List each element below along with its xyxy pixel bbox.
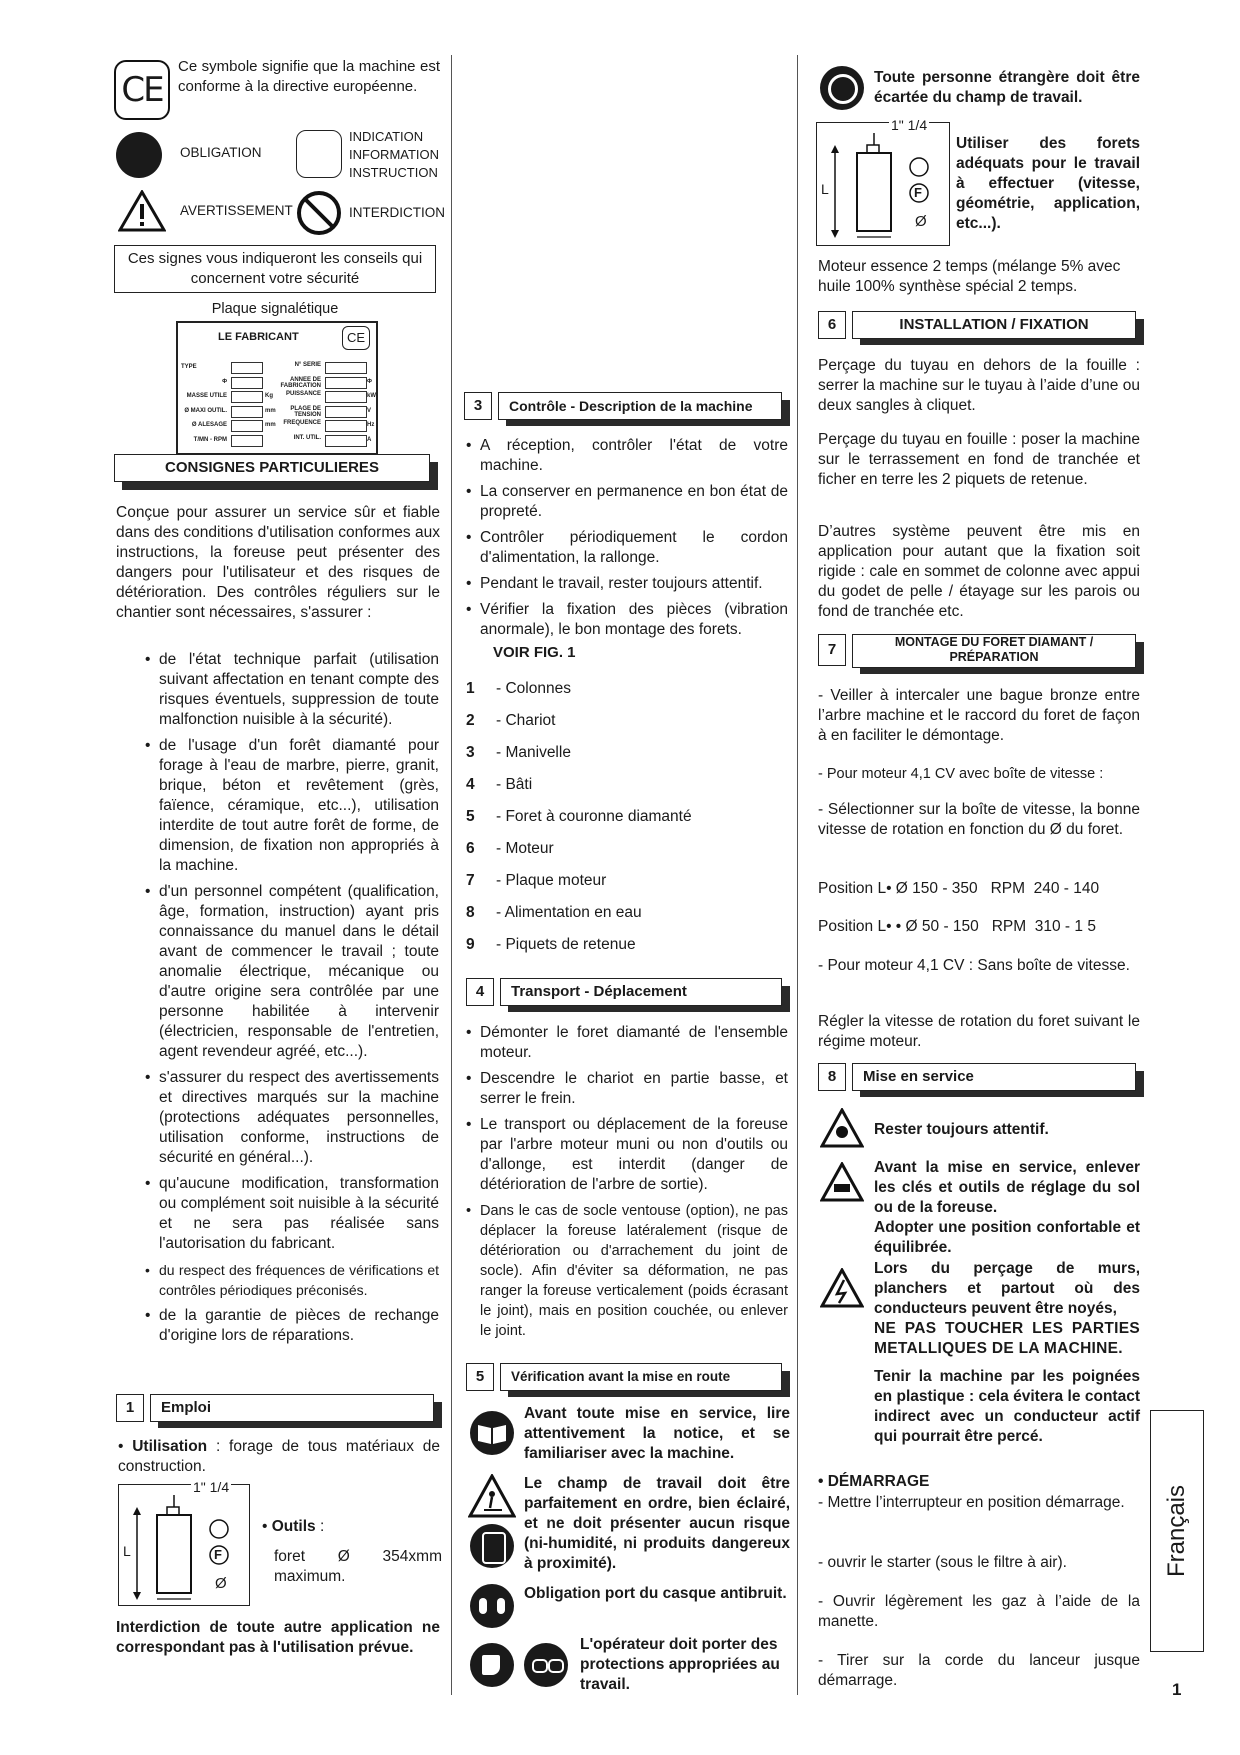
plate-caption: Plaque signalétique [211,301,339,317]
section-number: 6 [818,311,846,339]
field-text: Le champ de travail doit être parfaitement en ordre, bien éclairé, et ne doit présenter aucun risque (ni-humidité, ni produits dangereux à proximité). [524,1475,790,1572]
list-item: • La conserver en permanence en bon état de propreté. [466,482,788,522]
indication-icon [296,130,342,178]
s7-position-1: Position L• Ø 150 - 350 RPM 240 - 140 [818,880,1100,897]
ce-description: Ce symbole signifie que la machine est conforme à la directive européenne. [178,58,440,95]
tool-warning-icon [820,1162,864,1202]
section-number: 7 [818,634,846,666]
section-number: 4 [466,978,494,1006]
interdiction-warning: Interdiction de toute autre application ne correspondant pas à l'utilisation prévue. [116,1619,440,1656]
stranger-text: Toute personne étrangère doit être écartée du champ de travail. [874,69,1140,106]
language-label: Français [1163,1484,1190,1578]
list-item: • du respect des fréquences de vérifications et contrôles périodiques préconisés. [145,1260,439,1300]
list-item: • Dans le cas de socle ventouse (option), ne pas déplacer la foreuse latéralement (risque de détérioration ou d'arrachement du joint de socle). Afin d'éviter sa déformation, ne pas ranger la foreuse verticalement (poids écrasant le joint), mais en position couchée, ou enlever le joint. [466,1201,788,1341]
nameplate [176,321,378,455]
page-number: 1 [1172,1680,1182,1699]
read-notice-text: Avant toute mise en service, lire attentivement la notice, et se familiariser avec la machine. [524,1405,790,1462]
language-tab [1150,1410,1204,1652]
section-number: 3 [464,392,492,420]
protections-text: L'opérateur doit porter des protections appropriées au travail. [580,1636,780,1693]
obligation-label: OBLIGATION [180,145,262,160]
list-item: • Pendant le travail, rester toujours attentif. [466,574,788,594]
consignes-intro: Conçue pour assurer un service sûr et fiable dans des conditions d'utilisation conformes aux instructions, la foreuse peut présenter des dangers pour l'utilisateur et des risques de détérioration. Des contrôles réguliers sur le chantier sont nécessaires, s'assurer : [116,504,440,621]
plate-row: TYPE N° SERIE [181,361,373,376]
list-item: • Le transport ou déplacement de la foreuse par l'arbre moteur muni ou non d'outils ou d'allonge, est interdit (danger de détérioration de l'arbre de sortie). [466,1115,788,1195]
demarrage-step: - Tirer sur la corde du lanceur jusque démarrage. [818,1652,1140,1689]
column-rule-right [797,55,798,1695]
section-title: Contrôle - Description de la machine [498,392,782,420]
section-number: 1 [116,1394,144,1422]
list-item: • Contrôler périodiquement le cordon d'alimentation, la rallonge. [466,528,788,568]
voir-fig: VOIR FIG. 1 [493,644,576,661]
plate-row: Φ ANNEE DE FABRICATION Φ [222,376,372,389]
list-item: • Démonter le foret diamanté de l'ensemble moteur. [466,1023,788,1063]
section-number: 8 [818,1063,846,1091]
s7-p2: - Pour moteur 4,1 CV avec boîte de vitesse : [818,766,1104,782]
section-title: Transport - Déplacement [500,978,782,1006]
casque-text: Obligation port du casque antibruit. [524,1585,787,1602]
section-1-header [116,1394,442,1424]
warning-triangle-icon [118,190,166,232]
demarrage-step: - Mettre l’interrupteur en position démarrage. [818,1494,1125,1511]
s6-p1: Perçage du tuyau en dehors de la fouille : serrer la machine sur le tuyau à l’aide d’une ou deux sangles à cliquet. [818,357,1140,414]
list-item: • Vérifier la fixation des pièces (vibration anormale), le bon montage des forets. [466,600,788,640]
list-item: • qu'aucune modification, transformation ou complément soit nuisible à la sécurité et ne sera pas réalisée sans l'autorisation du fabricant. [145,1174,439,1254]
attentif-text: Rester toujours attentif. [874,1121,1049,1138]
prohibition-icon [296,190,342,236]
section-number: 5 [466,1363,494,1391]
s6-p3: D’autres système peuvent être mis en application pour autant que la fixation soit rigide : cale en sommet de colonne avec appui du godet de pelle / étayage sur les parois ou fond de tranchée etc. [818,523,1140,620]
section-8-header [818,1063,1144,1093]
outils-text: • Outils : foret Ø 354xmm maximum. [262,1518,442,1585]
signs-info-box: Ces signes vous indiqueront les conseils qui concernent votre sécurité [114,245,436,293]
interdiction-label: INTERDICTION [349,205,445,220]
attention-warning-icon [820,1108,864,1148]
plate-row: T/MN - RPM INT. UTIL. A [181,434,373,449]
section-title: Emploi [150,1394,434,1422]
demarrage-title: • DÉMARRAGE [818,1473,930,1490]
plate-ce-icon: CE [342,326,370,350]
s7-p5: Régler la vitesse de rotation du foret suivant le régime moteur. [818,1013,1140,1050]
parts-list: 1 - Colonnes 2 - Chariot 3 - Manivelle 4 - Bâti 5 - Foret à couronne diamanté 6 - Moteur 7 - Plaque moteur 8 - Alimentation en eau 9 - Piquets de retenue [466,680,692,953]
indication-labels: INDICATION INFORMATION INSTRUCTION [349,129,440,180]
no-entry-hand-icon [820,66,864,110]
list-item: • A réception, contrôler l'état de votre machine. [466,436,788,476]
percage-text: Lors du perçage de murs, planchers et partout où des conducteurs peuvent être noyés, NE PAS TOUCHER LES PARTIES METALLIQUES DE LA MACHINE. Tenir la machine par les poignées en plastique : cela évitera le contact indirect avec un conducteur actif qui pourrait être percé. [874,1260,1140,1445]
moteur-text: Moteur essence 2 temps (mélange 5% avec huile 100% synthèse spécial 2 temps. [818,258,1121,295]
list-item: • de l'usage d'un forêt diamanté pour forage à l'eau de marbre, pierre, granit, brique, béton et revêtement (grès, faïence, céramique, etc...), utilisation interdite de tout autre forêt de forme, de dimension, de fixation non appropriés à la machine. [145,736,439,876]
s4-list [466,1023,788,1347]
drill-figure: 1" 1/4 L F Ø [118,1484,250,1606]
section-4-header [466,978,790,1008]
consignes-title: CONSIGNES PARTICULIERES [114,454,430,482]
s7-p4: - Pour moteur 4,1 CV : Sans boîte de vitesse. [818,957,1130,974]
plate-fields [181,361,376,448]
worker-icon [470,1524,514,1568]
obligation-icon [116,132,162,178]
safety-boot-icon [470,1643,514,1687]
section-title: INSTALLATION / FIXATION [852,311,1136,339]
section-title: Vérification avant la mise en route [500,1363,782,1391]
consignes-title-box [114,454,430,484]
plate-row: Ø MAXI OUTIL. mm PLAGE DE TENSION V [184,405,372,418]
s3-list [466,436,788,646]
utilisation-text: • Utilisation : forage de tous matériaux de construction. [118,1438,441,1475]
section-5-header [466,1363,790,1393]
ear-protection-icon [470,1584,514,1628]
list-item: • d'un personnel compétent (qualification, âge, formation, instruction) ayant pris connaissance du manuel dans le détail avant de commencer le travail ; toute anomalie électrique, mécanique ou d'autre origine sera contrôlée par une personne habilitée à intervenir (électricien, responsable de l'entretien, agent revendeur agréé, etc...). [145,882,439,1062]
plate-row: Ø ALESAGE mm FREQUENCE Hz [181,419,373,434]
list-item: • s'assurer du respect des avertissements et directives marqués sur la machine (protections adéquates personnelles, utilisation conforme, instructions de sécurité en général...). [145,1068,439,1168]
avant-text: Avant la mise en service, enlever les clés et outils de réglage du sol ou de la foreuse. Adopter une position confortable et équilibrée. [874,1159,1140,1256]
ce-mark-icon: CE [114,60,170,120]
section-title: Mise en service [852,1063,1136,1091]
list-item: • de l'état technique parfait (utilisation suivant affectation en tenant compte des risques éventuels, suppression de toute malfonction nuisible à la sécurité). [145,650,439,730]
list-item: • de la garantie de pièces de rechange d'origine lors de réparations. [145,1306,439,1346]
goggles-icon [524,1643,568,1687]
list-item: • Descendre le chariot en partie basse, et serrer le frein. [466,1069,788,1109]
forets-text: Utiliser des forets adéquats pour le travail à effectuer (vitesse, géométrie, application, etc...). [956,135,1140,232]
column-rule-left [451,55,452,1695]
demarrage-step: - ouvrir le starter (sous le filtre à air). [818,1554,1067,1571]
worksite-warning-icon [468,1474,516,1518]
electric-warning-icon [820,1268,864,1308]
plate-maker: LE FABRICANT [218,331,299,343]
section-3-header [464,392,790,422]
avertissement-label: AVERTISSEMENT [180,203,293,218]
s7-p3: - Sélectionner sur la boîte de vitesse, la bonne vitesse de rotation en fonction du Ø du foret. [818,801,1140,838]
section-7-header [818,634,1144,674]
plate-row: MASSE UTILE Kg PUISSANCE kW [181,390,373,405]
section-6-header [818,311,1144,341]
demarrage-step: - Ouvrir légèrement les gaz à l’aide de la manette. [818,1593,1140,1630]
consignes-list [145,650,439,1352]
s7-p1: - Veiller à intercaler une bague bronze entre l’arbre machine et le raccord du foret de façon à en faciliter le démontage. [818,687,1140,744]
s7-position-2: Position L• • Ø 50 - 150 RPM 310 - 1 5 [818,918,1096,935]
section-title: MONTAGE DU FORET DIAMANT / PRÉPARATION [852,634,1136,668]
drill-figure-right: 1" 1/4 L F Ø [816,122,950,246]
s6-p2: Perçage du tuyau en fouille : poser la machine sur le terrassement en fond de tranchée et ficher en terre les 2 piquets de retenue. [818,431,1140,488]
read-manual-icon [468,1409,516,1457]
